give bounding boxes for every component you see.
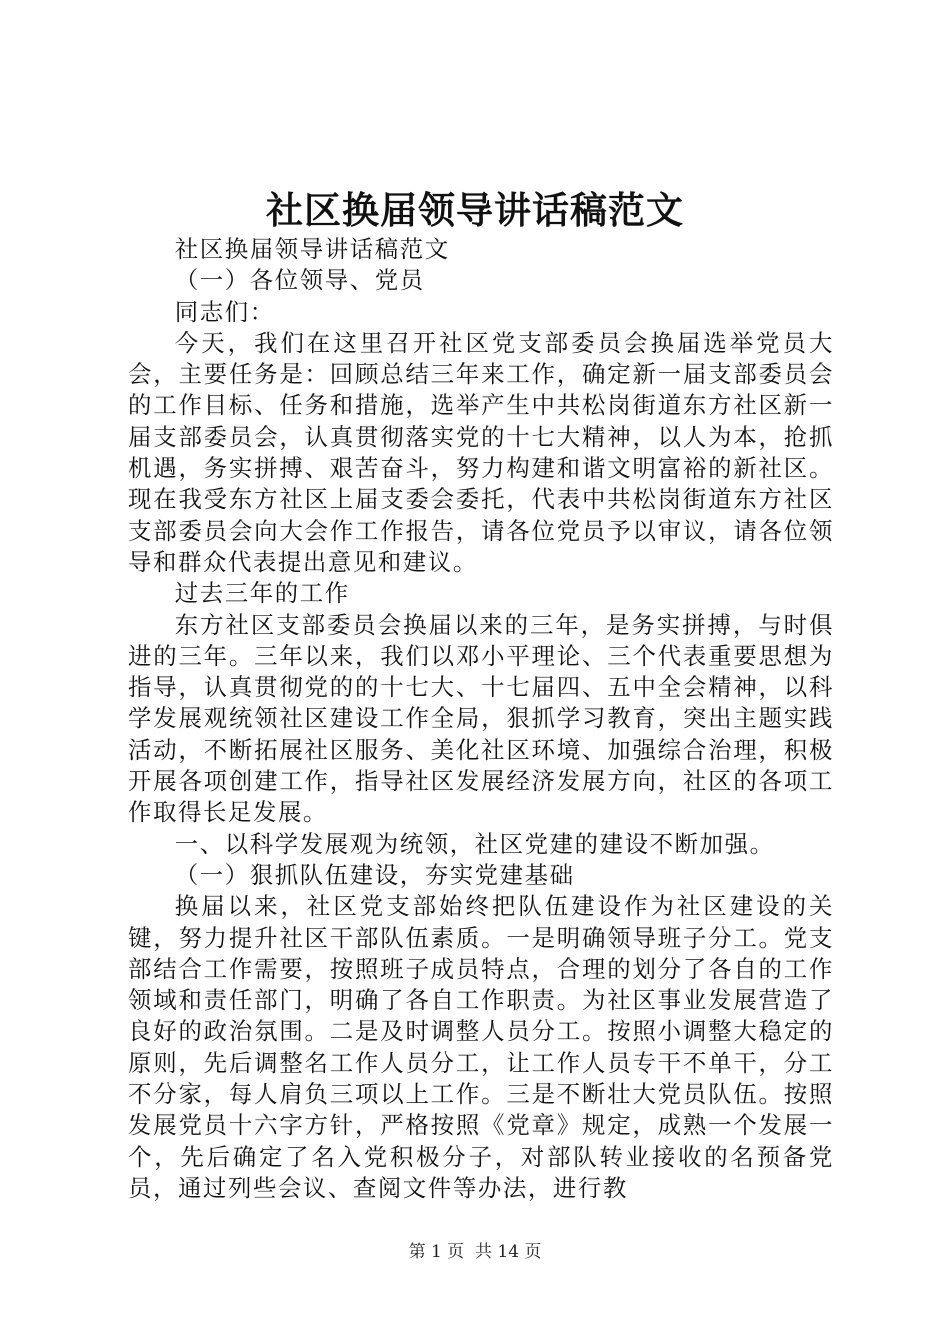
- page-title: 社区换届领导讲话稿范文: [266, 188, 684, 232]
- paragraph: 换届以来，社区党支部始终把队伍建设作为社区建设的关键，努力提升社区干部队伍素质。一是明确领导班子分工。党支部结合工作需要，按照班子成员特点，合理的划分了各自的工作领域和责任部门，明确了各自工作职责。为社区事业发展营造了良好的政治氛围。二是及时调整人员分工。按照小调整大稳定的原则，先后调整名工作人员分工，让工作人员专干不单干，分工不分家，每人肩负三项以上工作。三是不断壮大党员队伍。按照发展党员十六字方针，严格按照《党章》规定，成熟一个发展一个，先后确定了名入党积极分子，对部队转业接收的名预备党员，通过列些会议、查阅文件等办法，进行教: [128, 892, 834, 1202]
- paragraph: （一）狠抓队伍建设，夯实党建基础: [174, 860, 575, 889]
- page-number-label: 第 1 页 共 14 页: [408, 1242, 542, 1262]
- document-body: [128, 234, 834, 1204]
- paragraph: 社区换届领导讲话稿范文: [174, 235, 450, 263]
- paragraph: 同志们：: [174, 297, 275, 326]
- page-footer: [0, 1240, 950, 1264]
- paragraph: （一）各位领导、党员: [174, 266, 425, 295]
- paragraph: 今天，我们在这里召开社区党支部委员会换届选举党员大会，主要任务是：回顾总结三年来工作，确定新一届支部委员会的工作目标、任务和措施，选举产生中共松岗街道东方社区新一届支部委员会，认真贯彻落实党的十七大精神，以人为本，抢抓机遇，务实拼搏、艰苦奋斗，努力构建和谐文明富裕的新社区。现在我受东方社区上届支委会委托，代表中共松岗街道东方社区支部委员会向大会作工作报告，请各位党员予以审议，请各位领导和群众代表提出意见和建议。: [128, 328, 834, 576]
- paragraph: 东方社区支部委员会换届以来的三年，是务实拼搏，与时俱进的三年。三年以来，我们以邓小平理论、三个代表重要思想为指导，认真贯彻党的的十七大、十七届四、五中全会精神，以科学发展观统领社区建设工作全局，狠抓学习教育，突出主题实践活动，不断拓展社区服务、美化社区环境、加强综合治理，积极开展各项创建工作，指导社区发展经济发展方向，社区的各项工作取得长足发展。: [128, 610, 834, 827]
- paragraph: 一、以科学发展观为统领，社区党建的建设不断加强。: [174, 829, 775, 858]
- paragraph: 过去三年的工作: [174, 579, 350, 608]
